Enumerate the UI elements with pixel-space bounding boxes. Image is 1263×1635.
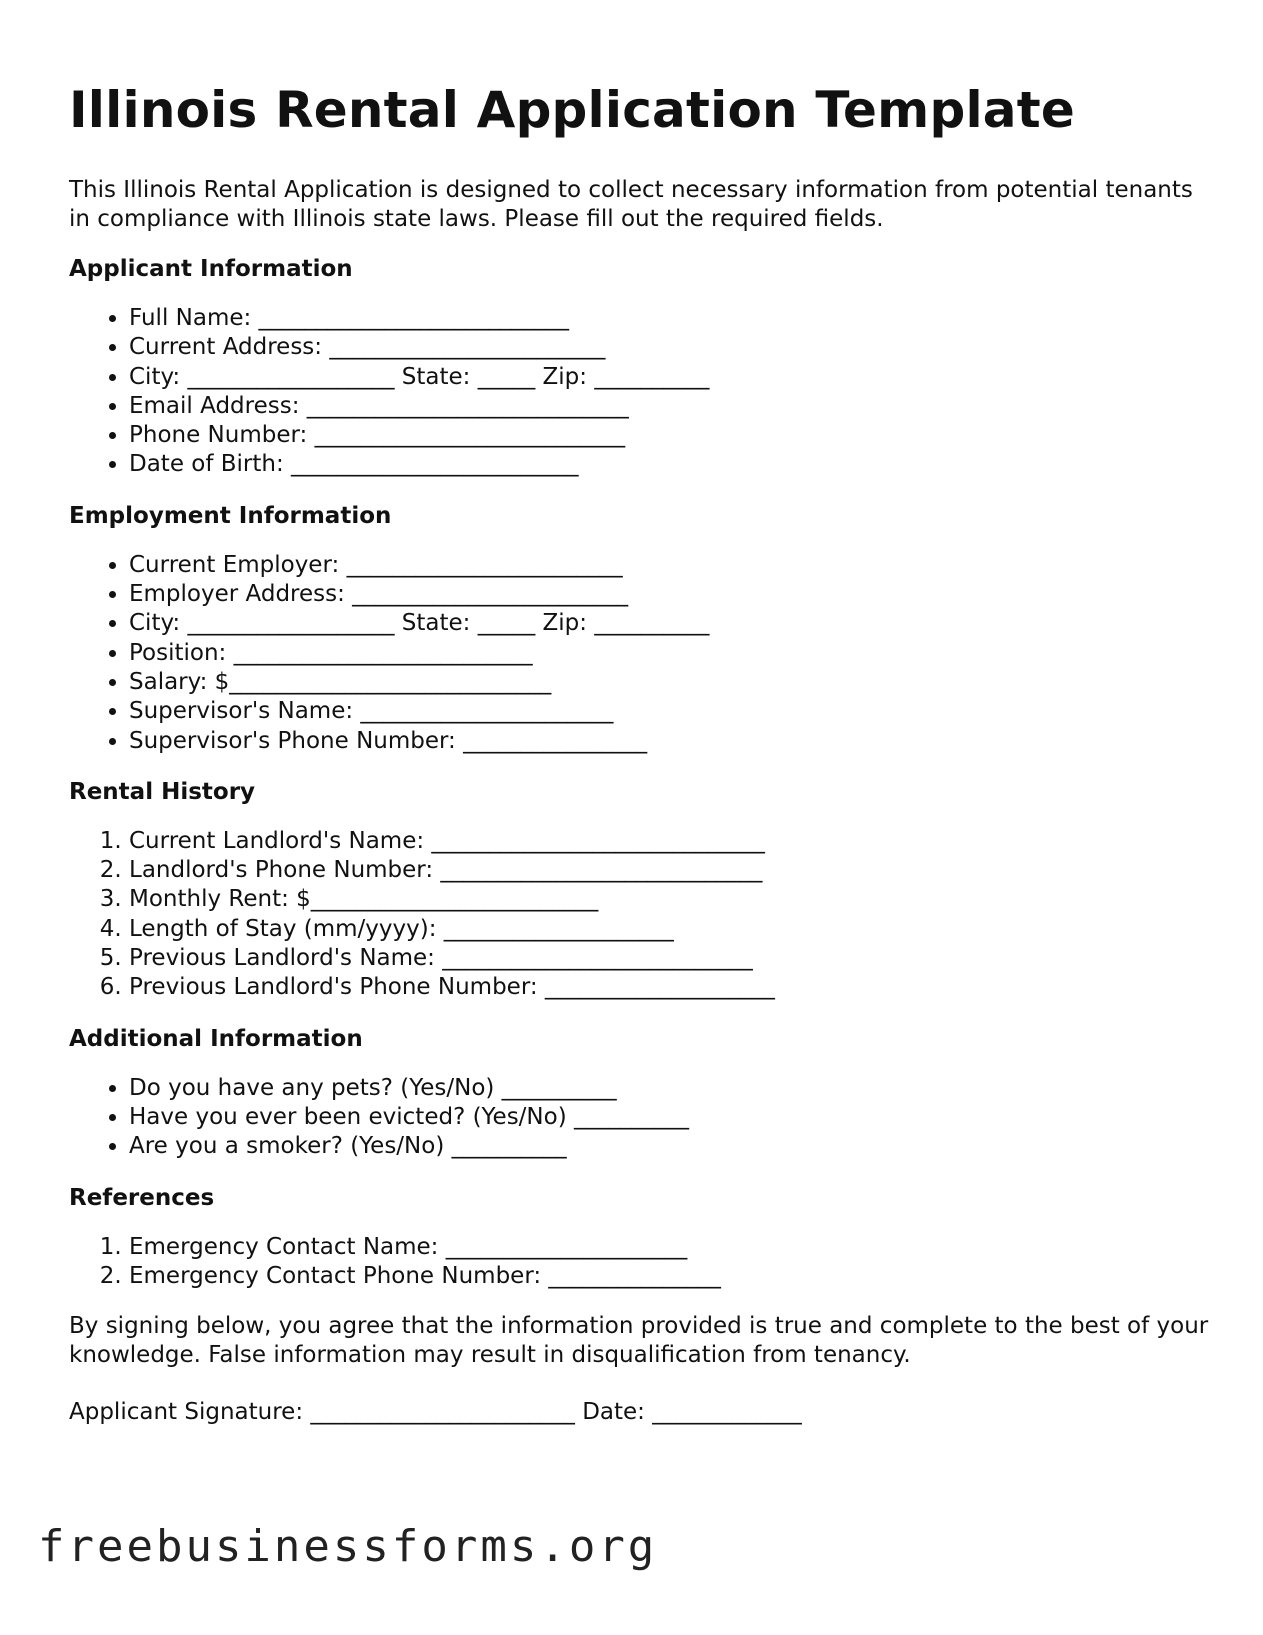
- emergency-contact-name-field[interactable]: 1. Emergency Contact Name: _____________________: [129, 1233, 1209, 1262]
- additional-heading: Additional Information: [69, 1025, 363, 1052]
- current-landlord-name-field[interactable]: 1. Current Landlord's Name: _____________________________: [129, 827, 1209, 856]
- applicant-phone-field[interactable]: • Phone Number: ___________________________: [129, 421, 1209, 450]
- landlord-phone-field[interactable]: 2. Landlord's Phone Number: ____________________________: [129, 856, 1209, 885]
- smoker-field[interactable]: • Are you a smoker? (Yes/No) __________: [129, 1132, 1209, 1161]
- rental-history-heading: Rental History: [69, 778, 256, 805]
- previous-landlord-phone-field[interactable]: 6. Previous Landlord's Phone Number: ____________________: [129, 973, 1209, 1002]
- watermark-logo: freebusinessforms.org: [38, 1521, 658, 1572]
- applicant-current-address-field[interactable]: • Current Address: ________________________: [129, 333, 1209, 362]
- applicant-email-field[interactable]: • Email Address: ____________________________: [129, 392, 1209, 421]
- monthly-rent-field[interactable]: 3. Monthly Rent: $_________________________: [129, 885, 1209, 914]
- previous-landlord-name-field[interactable]: 5. Previous Landlord's Name: ___________________________: [129, 944, 1209, 973]
- employment-heading: Employment Information: [69, 502, 392, 529]
- employer-address-field[interactable]: • Employer Address: ________________________: [129, 580, 1209, 609]
- employer-name-field[interactable]: • Current Employer: ________________________: [129, 551, 1209, 580]
- supervisor-name-field[interactable]: • Supervisor's Name: ______________________: [129, 697, 1209, 726]
- additional-list: [69, 1074, 1209, 1162]
- employment-list: [69, 551, 1209, 756]
- applicant-dob-field[interactable]: • Date of Birth: _________________________: [129, 450, 1209, 479]
- signature-date-line[interactable]: Applicant Signature: _______________________ Date: _____________: [69, 1399, 802, 1426]
- intro-paragraph: This Illinois Rental Application is designed to collect necessary information from potential tenants in compliance with Illinois state laws. Please fill out the required fields.: [69, 177, 1193, 232]
- applicant-full-name-field[interactable]: • Full Name: ___________________________: [129, 304, 1209, 333]
- supervisor-phone-field[interactable]: • Supervisor's Phone Number: ________________: [129, 727, 1209, 756]
- employer-city-state-zip-field[interactable]: • City: __________________ State: _____ Zip: __________: [129, 609, 1209, 638]
- page-title: Illinois Rental Application Template: [69, 81, 1075, 139]
- length-of-stay-field[interactable]: 4. Length of Stay (mm/yyyy): ____________________: [129, 915, 1209, 944]
- references-list: [69, 1233, 1209, 1292]
- position-field[interactable]: • Position: __________________________: [129, 639, 1209, 668]
- applicant-list: [69, 304, 1209, 480]
- pets-field[interactable]: • Do you have any pets? (Yes/No) __________: [129, 1074, 1209, 1103]
- document-page: [69, 80, 1209, 1427]
- salary-field[interactable]: • Salary: $____________________________: [129, 668, 1209, 697]
- emergency-contact-phone-field[interactable]: 2. Emergency Contact Phone Number: _______________: [129, 1262, 1209, 1291]
- references-heading: References: [69, 1184, 215, 1211]
- applicant-city-state-zip-field[interactable]: • City: __________________ State: _____ Zip: __________: [129, 363, 1209, 392]
- applicant-heading: Applicant Information: [69, 256, 353, 282]
- agreement-paragraph: By signing below, you agree that the information provided is true and complete to the best of your knowledge. False information may result in disqualification from tenancy.: [69, 1313, 1209, 1369]
- evicted-field[interactable]: • Have you ever been evicted? (Yes/No) __________: [129, 1103, 1209, 1132]
- rental-history-list: [69, 827, 1209, 1003]
